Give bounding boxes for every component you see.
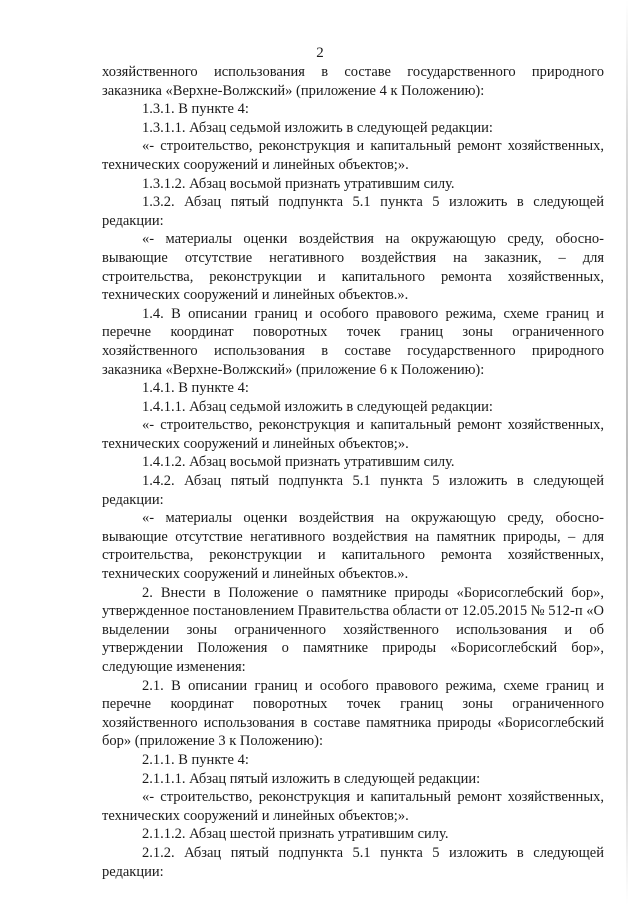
paragraph: 2. Внести в Положение о памятнике природы «Борисоглебский бор», утвержденное постановлением Правительства области от 12.05.2015 № 512-п «О выделении зоны ограниченного хозяйственного использования и об утверждении Положения о памятнике природы «Борисоглебский бор», следующие изменения: xyxy=(102,584,604,675)
paragraph: «- строительство, реконструкция и капитальный ремонт хозяйственных, технических сооружений и линейных объектов;». xyxy=(102,138,604,173)
paragraph: «- материалы оценки воздействия на окружающую среду, обосно- вывающие отсутствие негативного воздействия на памятник природы, – для строительства, реконструкции и капитального ремонта хозяйственных, технических сооружений и линейных объектов.». xyxy=(102,510,604,583)
paragraph: 1.4.1.2. Абзац восьмой признать утратившим силу. xyxy=(142,454,455,471)
paragraph: 1.3.2. Абзац пятый подпункта 5.1 пункта 5 изложить в следующей редакции: xyxy=(102,194,604,229)
paragraph: «- строительство, реконструкция и капитальный ремонт хозяйственных, технических сооружений и линейных объектов;». xyxy=(102,417,604,452)
paragraph: 1.4.2. Абзац пятый подпункта 5.1 пункта 5 изложить в следующей редакции: xyxy=(102,473,604,508)
paragraph: 1.3.1. В пункте 4: xyxy=(142,101,249,118)
paragraph: 2.1.1. В пункте 4: xyxy=(142,751,249,768)
page-number: 2 xyxy=(316,45,324,61)
paragraph: 1.4. В описании границ и особого правового режима, схеме границ и перечне координат поворотных точек границ зоны ограниченного хозяйственного использования в составе государственного природного заказника «Верхне-Волжский» (приложение 6 к Положению): xyxy=(102,305,604,378)
paragraph: 1.4.1. В пункте 4: xyxy=(142,380,249,397)
paragraph: хозяйственного использования в составе государственного природного заказника «Верхне-Волжский» (приложение 4 к Положению): xyxy=(102,64,604,99)
paragraph: 1.3.1.2. Абзац восьмой признать утратившим силу. xyxy=(142,175,455,192)
paragraph: 2.1.1.2. Абзац шестой признать утратившим силу. xyxy=(142,826,449,843)
scan-edge-line xyxy=(626,0,628,905)
paragraph: 1.3.1.1. Абзац седьмой изложить в следующей редакции: xyxy=(142,119,493,136)
paragraph: 2.1.2. Абзац пятый подпункта 5.1 пункта 5 изложить в следующей редакции: xyxy=(102,844,604,880)
paragraph: «- материалы оценки воздействия на окружающую среду, обосно- вывающие отсутствие негативного воздействия на заказник, – для строительства, реконструкции и капитального ремонта хозяйственных, технических сооружений и линейных объектов.». xyxy=(102,231,604,304)
document-body xyxy=(102,63,604,881)
paragraph: 2.1.1.1. Абзац пятый изложить в следующей редакции: xyxy=(142,770,481,787)
paragraph: 2.1. В описании границ и особого правового режима, схеме границ и перечне координат поворотных точек границ зоны ограниченного хозяйственного использования в составе памятника природы «Борисоглебский бор» (приложение 3 к Положению): xyxy=(102,677,604,750)
paragraph: «- строительство, реконструкция и капитальный ремонт хозяйственных, технических сооружений и линейных объектов;». xyxy=(102,789,604,824)
paragraph: 1.4.1.1. Абзац седьмой изложить в следующей редакции: xyxy=(142,398,493,415)
